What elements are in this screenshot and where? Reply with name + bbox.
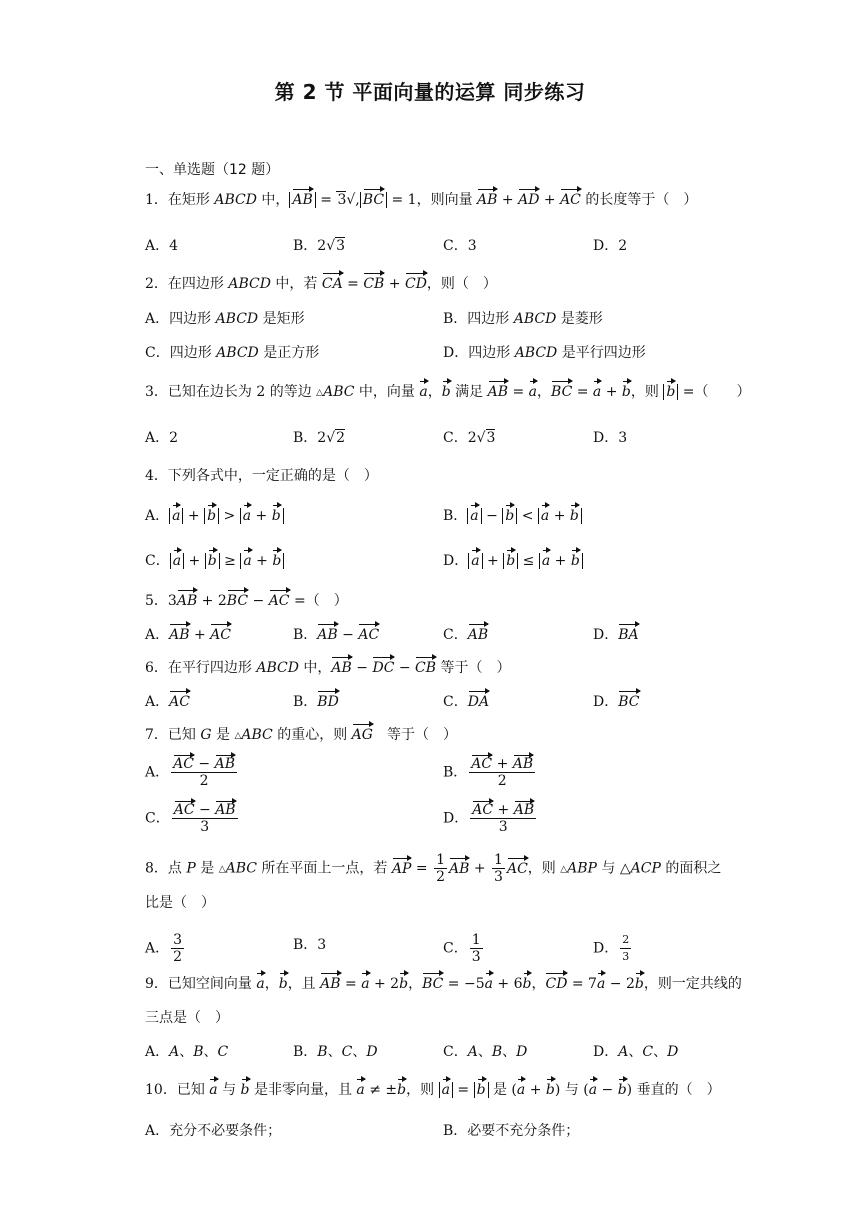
question-9: 9．已知空间向量 a，b，且 AB = a + 2b，BC = −5a + 6b，CD = 7a − 2b，则一定共线的 — [145, 976, 742, 992]
q7-option-c: C． $\frac{AC - AB}{3}$ — [145, 802, 236, 835]
q5-option-d: D．BA — [593, 627, 639, 643]
q1-option-d: D．2 — [593, 238, 628, 254]
q3-option-c: C．2√3 — [443, 430, 496, 446]
question-6: 6．在平行四边形 ABCD 中，AB − DC − CB 等于（ ） — [145, 660, 511, 676]
q2-option-d: D．四边形 ABCD 是平行四边形 — [443, 345, 646, 361]
question-7: 7．已知 G 是 △ABC 的重心，则 AG 等于（ ） — [145, 727, 457, 743]
q8-option-c: C． $\frac{1}{3}$ — [443, 932, 481, 965]
q6-option-c: C．DA — [443, 694, 490, 710]
q5-option-c: C．AB — [443, 627, 489, 643]
q4-option-c: C． a + b ≥ a + b — [145, 551, 284, 571]
q8-option-b: B．3 — [293, 937, 327, 953]
q7-option-d: D． $\frac{AC + AB}{3}$ — [443, 802, 535, 835]
page-title: 第 2 节 平面向量的运算 同步练习 — [274, 80, 586, 104]
q8-option-a: A． $\frac{3}{2}$ — [145, 932, 183, 965]
q7-option-b: B． $\frac{AC + AB}{2}$ — [443, 756, 534, 789]
q3-option-b: B．2√2 — [293, 430, 346, 446]
question-4: 4．下列各式中，一定正确的是（ ） — [145, 468, 378, 484]
question-8: 8．点 P 是 △ABC 所在平面上一点，若 AP = $\frac{1}{2}$ AB + $\frac{1}{3}$ AC，则 △ABP 与 △ACP 的面积之 — [145, 852, 722, 885]
q2-option-c: C．四边形 ABCD 是正方形 — [145, 345, 320, 361]
question-3: 3．已知在边长为 2 的等边 △ABC 中，向量 a，b 满足 AB = a，BC = a + b，则 b =（ ） — [145, 384, 751, 400]
q10-option-a: A．充分不必要条件； — [145, 1123, 282, 1139]
question-10: 10．已知 a 与 b 是非零向量，且 a ≠ ±b，则 a = b 是 (a + b) 与 (a − b) 垂直的（ ） — [145, 1082, 721, 1098]
q9-option-b: B．B、C、D — [293, 1044, 378, 1060]
q3-option-d: D．3 — [593, 430, 628, 446]
q1-option-b: B．2√3 — [293, 238, 346, 254]
q5-option-a: A．AB + AC — [145, 627, 231, 643]
q4-option-d: D． a + b ≤ a + b — [443, 551, 583, 571]
q7-option-a: A． $\frac{AC - AB}{2}$ — [145, 756, 235, 789]
q9-option-c: C．A、B、D — [443, 1044, 528, 1060]
question-8-cont: 比是（ ） — [145, 895, 215, 911]
q1-option-a: A．4 — [145, 238, 179, 254]
question-9-cont: 三点是（ ） — [145, 1010, 229, 1026]
q1-option-c: C．3 — [443, 238, 477, 254]
question-1: 1．在矩形 ABCD 中， AB = 3√, BC = 1，则向量 AB + AD + AC 的长度等于（ ） — [145, 192, 698, 208]
section-heading: 一、单选题（12 题） — [145, 162, 280, 178]
q2-option-b: B．四边形 ABCD 是菱形 — [443, 311, 603, 327]
q4-option-b: B． a − b < a + b — [443, 506, 582, 526]
q8-option-d: D． $\frac{2}{3}$ — [593, 933, 630, 963]
question-5: 5．3AB + 2BC − AC =（ ） — [145, 593, 348, 609]
q10-option-b: B．必要不充分条件； — [443, 1123, 580, 1139]
q9-option-a: A．A、B、C — [145, 1044, 229, 1060]
q2-option-a: A．四边形 ABCD 是矩形 — [145, 311, 305, 327]
q3-option-a: A．2 — [145, 430, 179, 446]
q6-option-b: B．BD — [293, 694, 339, 710]
q6-option-a: A．AC — [145, 694, 190, 710]
question-2: 2．在四边形 ABCD 中，若 CA = CB + CD，则（ ） — [145, 276, 497, 292]
q5-option-b: B．AB − AC — [293, 627, 380, 643]
q4-option-a: A． a + b > a + b — [145, 506, 284, 526]
q9-option-d: D．A、C、D — [593, 1044, 679, 1060]
q6-option-d: D．BC — [593, 694, 640, 710]
